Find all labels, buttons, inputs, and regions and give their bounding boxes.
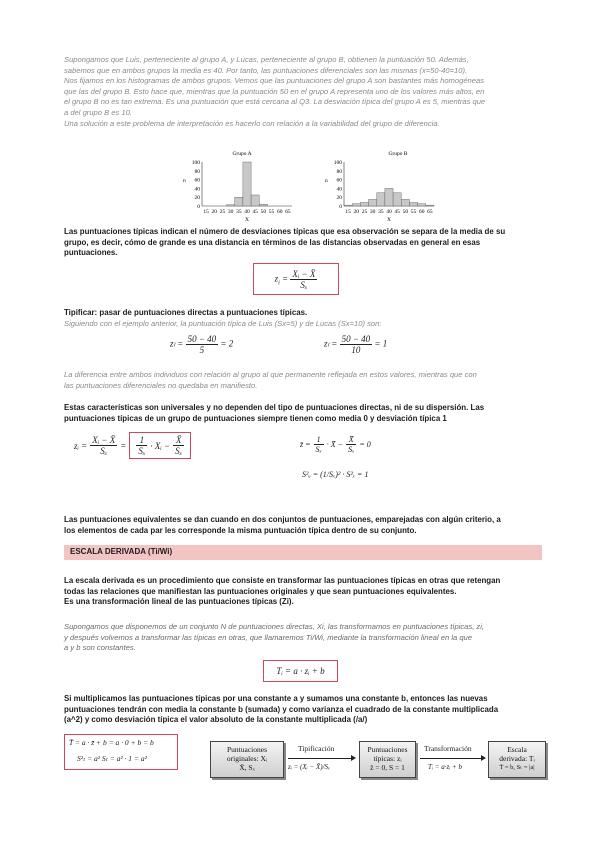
result-box <box>64 734 178 770</box>
eq-luis-den: 5 <box>199 345 205 355</box>
hist-b-ytick: 60 <box>336 177 342 184</box>
eq-lucas-num: 50 − 40 <box>341 334 371 344</box>
hist-b-yticks <box>334 160 343 210</box>
derived-line: todas las relaciones que manifiestan las puntuaciones originales y que sean puntuaciones equivalentes. <box>64 586 457 596</box>
z-formula-box <box>253 263 339 295</box>
difference-paragraph <box>64 370 544 391</box>
intro-paragraph <box>64 55 544 129</box>
hist-a-xtick: 15 <box>203 209 209 215</box>
hist-a-xtick: 60 <box>276 209 283 215</box>
universal-line: Estas características son universales y no dependen del tipo de puntuaciones directas, ni de su dispersión. Las <box>64 403 485 412</box>
hist-b-xlabel: X <box>387 217 391 223</box>
flow-arrow2-label-bottom: Tᵢ = a·zᵢ + b <box>428 763 463 771</box>
equivalent-line: los elementos de cada par les corresponde la misma puntuación típica dentro de su conjunto. <box>64 525 417 535</box>
t-formula: Tᵢ = a · zᵢ + b <box>276 666 325 676</box>
hist-b-bar <box>418 204 426 206</box>
suppose-paragraph <box>64 622 544 654</box>
hist-a-bar <box>259 204 267 206</box>
hist-a-xtick: 50 <box>260 209 267 215</box>
hist-a-ytick: 100 <box>191 160 200 166</box>
mean-num2: X̄ <box>346 435 356 445</box>
var-rest: · S²ₓ = 1 <box>342 470 369 479</box>
hist-a-xtick: 65 <box>285 209 291 215</box>
section-title: ESCALA DERIVADA (Ti/Wi) <box>70 547 173 556</box>
hist-a-ytick: 0 <box>197 204 200 210</box>
derived-line: Es una transformación lineal de las puntuaciones típicas (Zi). <box>64 597 294 607</box>
hist-b-bar <box>360 202 368 206</box>
hist-b-xtick: 20 <box>353 209 360 215</box>
hist-b-ytick: 0 <box>339 204 342 210</box>
hist-a-bar <box>243 162 251 206</box>
flow-arrow1-label-top: Tipificación <box>298 744 335 753</box>
typical-line: puntuaciones. <box>64 248 118 258</box>
hist-b-bar <box>377 193 385 206</box>
hist-a-xtick: 55 <box>268 209 275 215</box>
intro-line: a del grupo B es 10. <box>64 107 132 117</box>
flow-arrow2-line <box>420 758 482 759</box>
universal-paragraph <box>64 403 544 424</box>
variance-formula <box>302 470 368 479</box>
flow-box1-line: originales: Xᵢ <box>226 754 268 763</box>
histogram-group-b <box>322 148 442 223</box>
hist-a-ytick: 80 <box>194 168 200 175</box>
hist-a-xtick: 30 <box>227 209 234 215</box>
flow-box3-line: Escala <box>507 745 527 754</box>
diff-line: La diferencia entre ambos individuos con relación al grupo al que permanente reflejada en estos valores, mientras que con <box>64 370 477 379</box>
hist-b-xtick: 15 <box>345 209 351 215</box>
linear-expanded-box <box>129 432 191 459</box>
hist-b-xticks <box>345 209 433 215</box>
hist-b-xtick: 45 <box>394 209 400 215</box>
flow-box3-line: T̄ = b, Sₜ = |a| <box>499 764 535 771</box>
eq-luis-res: = 2 <box>220 338 234 349</box>
flow-box-derived <box>488 741 546 778</box>
hist-b-title: Grupo B <box>388 151 408 157</box>
multiply-paragraph <box>64 694 544 726</box>
tipificar-example: Siguiendo con el ejemplo anterior, la puntuación típica de Luis (Sx=5) y de Lucas (Sx=10) son: <box>64 319 382 328</box>
hist-b-xtick: 55 <box>410 209 417 215</box>
linear-num1: Xᵢ − X̄ <box>92 435 116 445</box>
typical-line: grupo, es decir, cómo de grande es una distancia en términos de las distancias observadas en general en esas <box>64 237 481 247</box>
flow-box2-line: típicas: zᵢ <box>373 754 402 763</box>
mean-res: = 0 <box>359 440 371 449</box>
flow-box-original <box>210 741 284 778</box>
intro-line: que las del grupo B. Esto hace que, mientras que la puntuación 50 en el grupo A representa uno de los valores más altos, en <box>64 86 485 96</box>
linear-z-formula <box>74 432 191 459</box>
suppose-line: a y b son constantes. <box>64 643 136 653</box>
hist-b-bar <box>409 202 417 206</box>
hist-b-xtick: 40 <box>386 209 392 215</box>
z-formula-sub: i <box>278 279 280 286</box>
multiply-line: Si multiplicamos las puntuaciones típicas por una constante a y sumamos una constante b, entonces las nuevas <box>64 694 488 703</box>
hist-b-bar <box>393 193 401 206</box>
hist-b-xtick: 30 <box>369 209 376 215</box>
mean-rest: · X̄ − <box>326 440 344 449</box>
hist-a-ylabel: n <box>183 178 186 184</box>
intro-line: el grupo B no es tan extrema. Es una puntuación que está cercana al Q3. La desviación típica del grupo A es 5, mientras que <box>64 97 486 107</box>
hist-a-xlabel: X <box>245 217 249 223</box>
hist-a-bar <box>235 197 243 206</box>
linear-lhs: zᵢ = <box>74 440 88 451</box>
z-formula-den: Sₓ <box>300 279 308 290</box>
hist-b-xtick: 35 <box>378 209 384 215</box>
eq-luis <box>170 334 233 355</box>
hist-b-bars <box>344 188 434 206</box>
var-lhs: S²ᵤ = <box>302 470 319 479</box>
intro-line: Nos fijamos en los histogramas de ambos grupos. Vemos que las puntuaciones del grupo A son bastantes más homogéneas <box>64 76 485 86</box>
hist-a-xtick: 35 <box>236 209 242 215</box>
mean-lhs: z̄ = <box>300 440 311 449</box>
flow-arrow2-head <box>481 755 486 761</box>
flow-arrow1-label-bottom: zᵢ = (Xᵢ − X̄)/Sₓ <box>288 763 331 771</box>
hist-a-xtick: 40 <box>244 209 250 215</box>
hist-a-bar <box>251 195 259 206</box>
hist-a-xtick: 25 <box>219 209 226 215</box>
z-formula: $z_i$ = $\frac{\text{Xᵢ − X̄}}{\text{Sₓ}}$ <box>274 268 316 290</box>
linear-num3: X̄ <box>173 435 184 446</box>
linear-mid: · Xᵢ − <box>150 440 171 451</box>
hist-b-xtick: 60 <box>418 209 425 215</box>
mean-formula <box>300 435 371 454</box>
eq-luis-lhs: zₗ = <box>170 338 184 349</box>
derived-line: La escala derivada es un procedimiento que consiste en transformar las puntuaciones típicas en otras que retengan <box>64 576 501 585</box>
flow-box-typical <box>359 741 416 778</box>
histogram-group-a <box>180 148 300 223</box>
intro-line: Una solución a este problema de interpretación es hacerlo con relación a la variabilidad del grupo de diferencia. <box>64 118 440 128</box>
linear-den1: Sₓ <box>100 446 108 456</box>
flow-arrow2-label-top: Transformación <box>424 744 472 753</box>
suppose-line: y después volvemos a transformar las típicas en otras, que llamaremos Ti/Wi, mediante la transformación lineal en la que <box>64 632 473 642</box>
tipificar-title: Tipificar: pasar de puntuaciones directas a puntuaciones típicas. <box>64 308 308 317</box>
typical-line: Las puntuaciones típicas indican el número de desviaciones típicas que esa observación se separa de la media de su <box>64 227 506 236</box>
intro-line: Supongamos que Luis, perteneciente al grupo A, y Lucas, perteneciente al grupo B, obtienen la puntuación 50. Además, <box>64 55 469 64</box>
hist-a-ytick: 60 <box>194 177 200 184</box>
eq-lucas-lhs: zₗ = <box>324 338 338 349</box>
var-base: (1/Sₓ)² <box>320 470 341 479</box>
equivalent-line: Las puntuaciones equivalentes se dan cuando en dos conjuntos de puntuaciones, emparejadas con algún criterio, a <box>64 515 501 524</box>
mean-one: 1 <box>314 435 324 445</box>
hist-b-ytick: 40 <box>336 186 342 193</box>
mean-den2: Sₓ <box>348 445 355 454</box>
hist-b-bar <box>344 205 352 206</box>
flow-box2-line: z̄ = 0, S = 1 <box>370 763 405 772</box>
linear-den3: Sₓ <box>175 446 183 456</box>
linear-one: 1 <box>136 435 147 446</box>
hist-b-bar <box>385 188 393 206</box>
hist-a-xtick: 20 <box>211 209 218 215</box>
result-line1: T̄ = a · z̄ + b = a · 0 + b = b <box>69 738 154 747</box>
hist-b-bar <box>352 204 360 206</box>
flow-arrow1-head <box>351 755 356 761</box>
section-header-bar <box>64 545 542 560</box>
hist-a-ytick: 20 <box>194 195 200 202</box>
typical-scores-paragraph <box>64 227 544 259</box>
hist-b-ylabel: n <box>325 178 328 184</box>
hist-b-ytick: 20 <box>336 195 342 202</box>
hist-a-ytick: 40 <box>194 186 200 193</box>
z-formula-num: Xᵢ − X̄ <box>292 268 316 279</box>
mean-den: Sₓ <box>315 445 322 454</box>
hist-a-title: Grupo A <box>232 151 252 157</box>
hist-a-xtick: 45 <box>252 209 258 215</box>
hist-a-yticks <box>192 160 201 210</box>
hist-b-bar <box>369 199 377 206</box>
universal-line: puntuaciones típicas de un grupo de puntuaciones siempre tienen como media 0 y desviación típica 1 <box>64 413 447 423</box>
multiply-line: (a^2) y como desviación típica el valor absoluto de la constante multiplicada (/a/) <box>64 715 368 725</box>
result-line2: S²ₜ = a² Sₜ = a² · 1 = a² <box>77 754 147 763</box>
equivalent-paragraph <box>64 515 544 536</box>
hist-b-xtick: 65 <box>427 209 433 215</box>
linear-eq: = <box>120 440 127 451</box>
hist-b-bar <box>401 199 409 206</box>
intro-line: sabemos que en ambos grupos la media es 40. Por tanto, las puntuaciones diferenciales son las mismas (x=50-40=10). <box>64 65 468 75</box>
hist-b-bar <box>426 205 434 206</box>
eq-luis-num: 50 − 40 <box>187 334 217 344</box>
flow-box2-line: Puntuaciones <box>367 745 408 754</box>
flow-arrow1-line <box>288 758 352 759</box>
hist-a-bars <box>227 162 268 206</box>
derived-paragraph <box>64 576 544 608</box>
t-formula-box <box>263 660 338 682</box>
hist-a-xticks <box>203 209 291 215</box>
hist-a-bar <box>227 205 235 206</box>
flow-box1-line: Puntuaciones <box>227 745 267 754</box>
multiply-line: puntuaciones tendrán con media la constante b (sumada) y como varianza el cuadrado de la constante multiplicada <box>64 704 499 714</box>
linear-den2: Sₓ <box>138 446 146 456</box>
flow-box1-line: X̄, Sₓ <box>239 763 255 772</box>
suppose-line: Supongamos que disponemos de un conjunto N de puntuaciones directas, Xi, las transformamos en puntuaciones típicas, zi, <box>64 622 485 631</box>
flow-box3-line: derivada: Tᵢ <box>499 754 535 763</box>
z-formula-lhs: z <box>274 273 279 284</box>
eq-lucas-res: = 1 <box>374 338 388 349</box>
hist-b-ytick: 100 <box>333 160 342 166</box>
diff-line: las puntuaciones diferenciales no quedaba en manifiesto. <box>64 380 258 390</box>
hist-b-xtick: 50 <box>402 209 409 215</box>
eq-lucas-den: 10 <box>351 345 361 355</box>
hist-b-xtick: 25 <box>361 209 368 215</box>
eq-lucas <box>324 334 387 355</box>
hist-b-ytick: 80 <box>336 168 342 175</box>
